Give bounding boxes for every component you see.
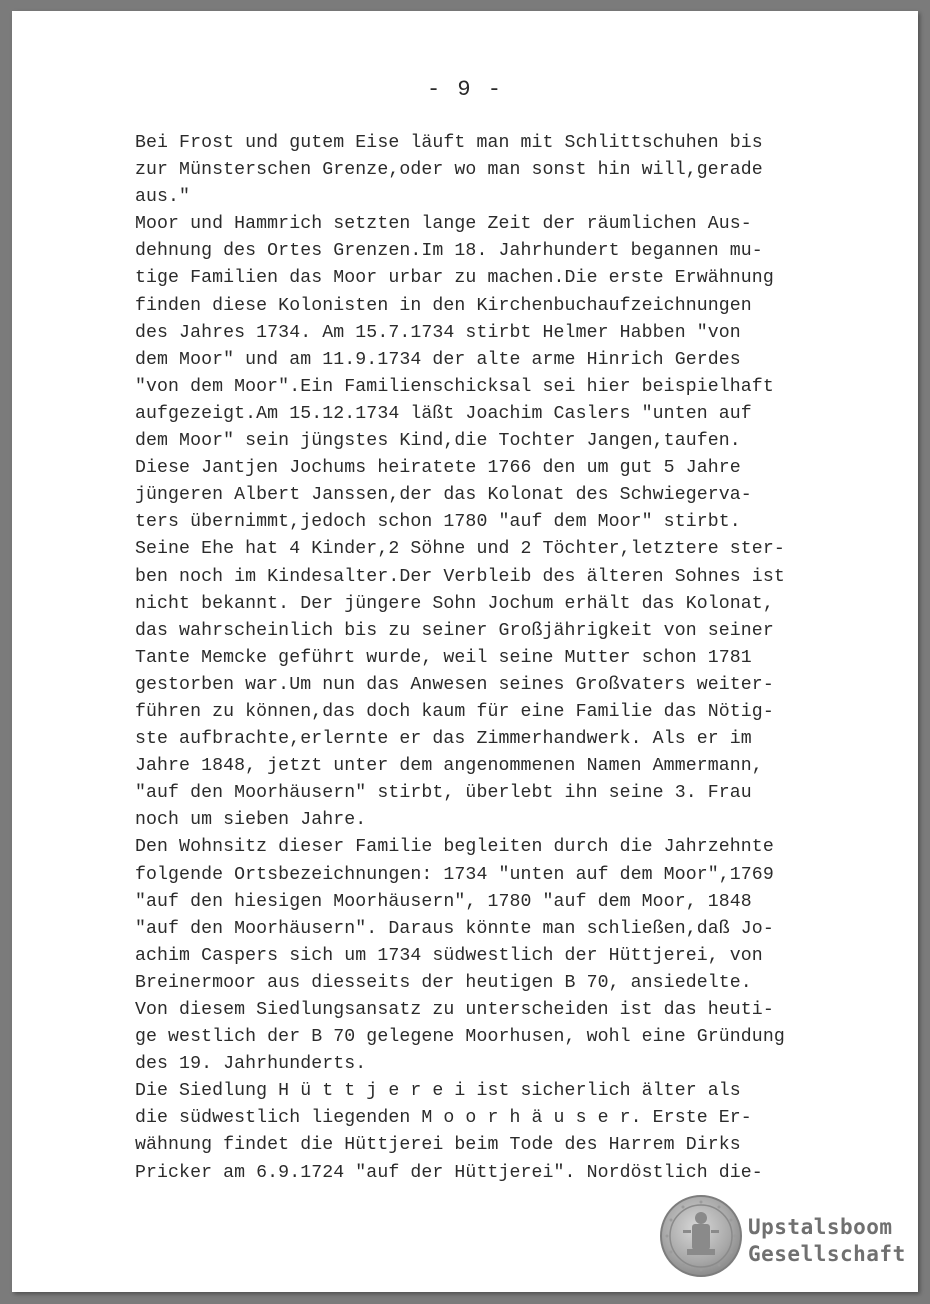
- text-line: gestorben war.Um nun das Anwesen seines Großvaters weiter-: [135, 674, 774, 695]
- text-line: achim Caspers sich um 1734 südwestlich der Hüttjerei, von: [135, 945, 763, 966]
- text-line: "auf den hiesigen Moorhäusern", 1780 "auf dem Moor, 1848: [135, 891, 752, 912]
- text-line: jüngeren Albert Janssen,der das Kolonat des Schwiegerva-: [135, 485, 752, 506]
- text-line: dem Moor" und am 11.9.1734 der alte arme Hinrich Gerdes: [135, 349, 741, 370]
- document-page: [12, 11, 918, 1292]
- text-line: Moor und Hammrich setzten lange Zeit der räumlichen Aus-: [135, 214, 752, 235]
- text-line: führen zu können,das doch kaum für eine Familie das Nötig-: [135, 701, 774, 722]
- text-line: des Jahres 1734. Am 15.7.1734 stirbt Helmer Habben "von: [135, 322, 741, 343]
- text-line: Die Siedlung H ü t t j e r e i ist sicherlich älter als: [135, 1081, 741, 1102]
- text-line: dem Moor" sein jüngstes Kind,die Tochter Jangen,taufen.: [135, 431, 741, 452]
- text-line: ste aufbrachte,erlernte er das Zimmerhandwerk. Als er im: [135, 729, 752, 750]
- text-line: des 19. Jahrhunderts.: [135, 1054, 367, 1075]
- text-line: wähnung findet die Hüttjerei beim Tode des Harrem Dirks: [135, 1135, 741, 1156]
- text-line: Tante Memcke geführt wurde, weil seine Mutter schon 1781: [135, 647, 752, 668]
- text-line: folgende Ortsbezeichnungen: 1734 "unten auf dem Moor",1769: [135, 864, 774, 885]
- text-line: Den Wohnsitz dieser Familie begleiten durch die Jahrzehnte: [135, 837, 774, 858]
- text-line: Jahre 1848, jetzt unter dem angenommenen Namen Ammermann,: [135, 756, 763, 777]
- text-line: noch um sieben Jahre.: [135, 810, 367, 831]
- text-line: "von dem Moor".Ein Familienschicksal sei hier beispielhaft: [135, 376, 774, 397]
- seal-logo-icon: [659, 1194, 743, 1278]
- text-line: ge westlich der B 70 gelegene Moorhusen, wohl eine Gründung: [135, 1027, 785, 1048]
- text-line: das wahrscheinlich bis zu seiner Großjährigkeit von seiner: [135, 620, 774, 641]
- logo-line-1: Upstalsboom: [748, 1215, 893, 1239]
- text-line: Von diesem Siedlungsansatz zu unterscheiden ist das heuti-: [135, 1000, 774, 1020]
- text-line: Seine Ehe hat 4 Kinder,2 Söhne und 2 Töchter,letztere ster-: [135, 539, 785, 560]
- text-line: dehnung des Ortes Grenzen.Im 18. Jahrhundert begannen mu-: [135, 241, 763, 262]
- text-line: tige Familien das Moor urbar zu machen.Die erste Erwähnung: [135, 268, 774, 289]
- text-line: finden diese Kolonisten in den Kirchenbuchaufzeichnungen: [135, 295, 752, 316]
- text-line: nicht bekannt. Der jüngere Sohn Jochum erhält das Kolonat,: [135, 593, 774, 614]
- text-line: Diese Jantjen Jochums heiratete 1766 den um gut 5 Jahre: [135, 458, 741, 479]
- body-text: [135, 130, 835, 1187]
- text-line: Pricker am 6.9.1724 "auf der Hüttjerei". Nordöstlich die-: [135, 1162, 763, 1183]
- text-line: Breinermoor aus diesseits der heutigen B 70, ansiedelte.: [135, 972, 752, 993]
- text-line: aufgezeigt.Am 15.12.1734 läßt Joachim Caslers "unten auf: [135, 403, 752, 424]
- text-line: Bei Frost und gutem Eise läuft man mit Schlittschuhen bis: [135, 133, 763, 153]
- text-line: zur Münsterschen Grenze,oder wo man sonst hin will,gerade: [135, 160, 763, 181]
- logo-wordmark: [748, 1214, 906, 1268]
- text-line: aus.": [135, 187, 191, 208]
- text-line: "auf den Moorhäusern". Daraus könnte man schließen,daß Jo-: [135, 918, 774, 939]
- logo-line-2: Gesellschaft: [748, 1242, 906, 1266]
- text-line: ben noch im Kindesalter.Der Verbleib des älteren Sohnes ist: [135, 566, 785, 587]
- text-line: "auf den Moorhäusern" stirbt, überlebt ihn seine 3. Frau: [135, 783, 752, 804]
- text-line: die südwestlich liegenden M o o r h ä u s e r. Erste Er-: [135, 1108, 752, 1129]
- page-number: - 9 -: [426, 77, 503, 102]
- text-line: ters übernimmt,jedoch schon 1780 "auf dem Moor" stirbt.: [135, 512, 741, 533]
